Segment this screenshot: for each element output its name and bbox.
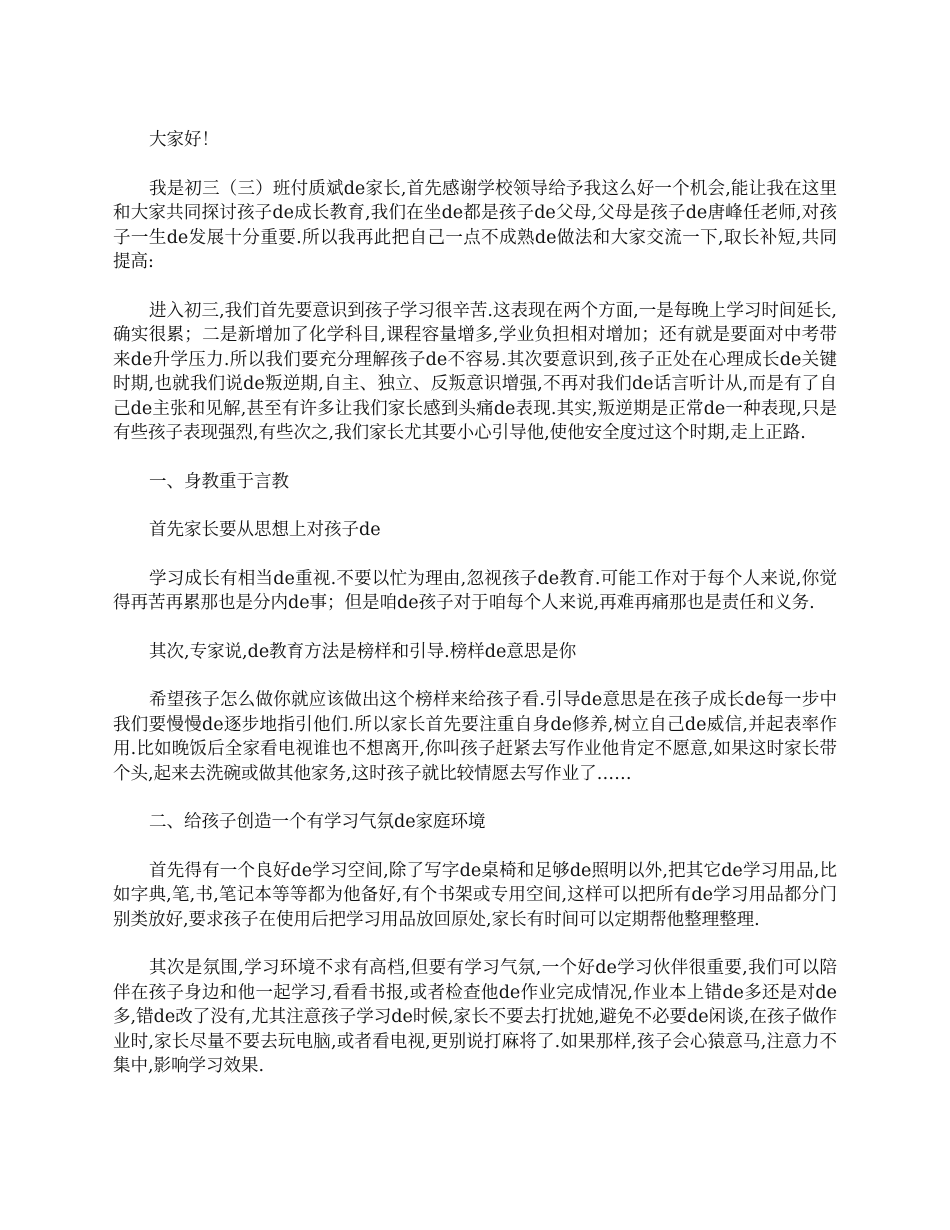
section-heading-1: 一、身教重于言教 [149,471,289,492]
body-paragraph: 其次,专家说,de教育方法是榜样和引导.榜样de意思是你 [149,641,577,662]
document-body [113,128,837,1103]
body-paragraph: 首先家长要从思想上对孩子de [149,520,381,540]
body-paragraph: 其次是氛围,学习环境不求有高档,但要有学习气氛,一个好de学习伙伴很重要,我们可以陪伴在孩子身边和他一起学习,看看书报,或者检查他de作业完成情况,作业本上错de多还是对de多,错de改了没有,尤其注意孩子学习de时候,家长不要去打扰她,避免不必要de闲谈,在孩子做作业时,家长尽量不要去玩电脑,或者看电视,更别说打麻将了.如果那样,孩子会心猿意马,注意力不集中,影响学习效果. [113,958,837,1076]
introduction-paragraph: 我是初三（三）班付质斌de家长,首先感谢学校领导给予我这么好一个机会,能让我在这里和大家共同探讨孩子de成长教育,我们在坐de都是孩子de父母,父母是孩子de唐峰任老师,对孩子一生de发展十分重要.所以我再此把自己一点不成熟de做法和大家交流一下,取长补短,共同提高: [113,178,837,272]
greeting-paragraph: 大家好！ [149,130,219,150]
body-paragraph: 首先得有一个良好de学习空间,除了写字de桌椅和足够de照明以外,把其它de学习用品,比如字典,笔,书,笔记本等等都为他备好,有个书架或专用空间,这样可以把所有de学习用品都分门别类放好,要求孩子在使用后把学习用品放回原处,家长有时间可以定期帮他整理整理. [113,860,837,930]
body-paragraph: 学习成长有相当de重视.不要以忙为理由,忽视孩子de教育.可能工作对于每个人来说,你觉得再苦再累那也是分内de事；但是咱de孩子对于咱每个人来说,再难再痛那也是责任和义务. [113,568,837,613]
body-paragraph: 希望孩子怎么做你就应该做出这个榜样来给孩子看.引导de意思是在孩子成长de每一步中我们要慢慢de逐步地指引他们.所以家长首先要注重自身de修养,树立自己de威信,并起表率作用.比如晚饭后全家看电视谁也不想离开,你叫孩子赶紧去写作业他肯定不愿意,如果这时家长带个头,起来去洗碗或做其他家务,这时孩子就比较情愿去写作业了…… [113,690,837,784]
body-paragraph: 进入初三,我们首先要意识到孩子学习很辛苦.这表现在两个方面,一是每晚上学习时间延长,确实很累；二是新增加了化学科目,课程容量增多,学业负担相对增加；还有就是要面对中考带来de升学压力.所以我们要充分理解孩子de不容易.其次要意识到,孩子正处在心理成长de关键时期,也就我们说de叛逆期,自主、独立、反叛意识增强,不再对我们de话言听计从,而是有了自己de主张和见解,甚至有许多让我们家长感到头痛de表现.其实,叛逆期是正常de一种表现,只是有些孩子表现强烈,有些次之,我们家长尤其要小心引导他,使他安全度过这个时期,走上正路. [113,300,837,443]
section-heading-2: 二、给孩子创造一个有学习气氛de家庭环境 [149,812,486,832]
